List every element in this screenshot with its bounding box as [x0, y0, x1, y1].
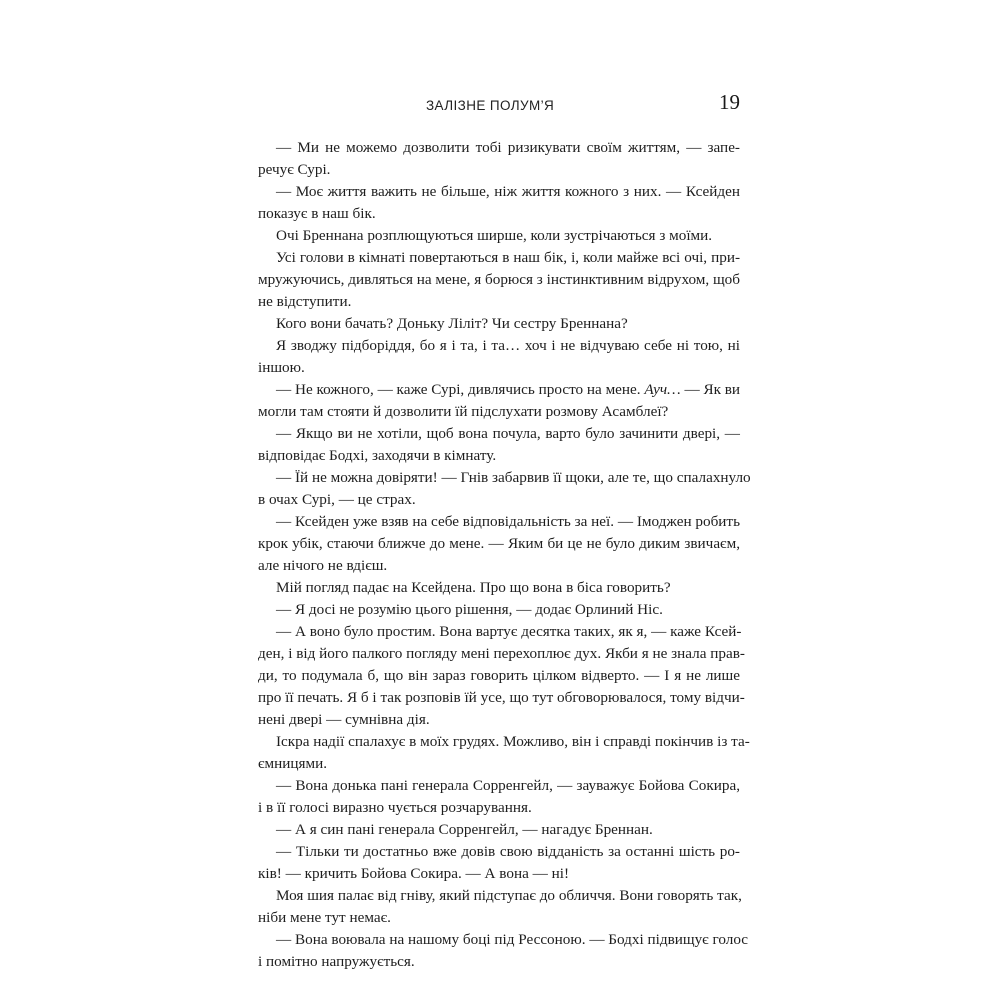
text-line: і помітно напружується.	[258, 953, 415, 970]
text-line: відповідає Бодхі, заходячи в кімнату.	[258, 447, 497, 464]
text-line: — Тільки ти достатньо вже довів свою відданість за останні шість ро-	[276, 843, 740, 860]
text-line: ємницями.	[258, 755, 328, 772]
text-segment: — Не кожного, — каже Сурі, дивлячись просто на мене.	[276, 381, 641, 398]
text-line: Очі Бреннана розплющуються ширше, коли зустрічаються з моїми.	[276, 227, 713, 244]
text-line: Я зводжу підборіддя, бо я і та, і та… хоч і не відчуваю себе ні тою, ні	[276, 337, 740, 354]
text-line: — А я син пані генерала Сорренгейл, — нагадує Бреннан.	[276, 821, 653, 838]
text-line: мружуючись, дивляться на мене, я борюся з інстинктивним відрухом, щоб	[258, 271, 741, 288]
text-line: — Ми не можемо дозволити тобі ризикувати своїм життям, — запе-	[276, 139, 740, 156]
text-line: показує в наш бік.	[258, 205, 376, 222]
text-line: іншою.	[258, 359, 305, 376]
text-line: Усі голови в кімнаті повертаються в наш бік, і, коли майже всі очі, при-	[276, 249, 740, 266]
running-title: ЗАЛІЗНЕ ПОЛУМ’Я	[426, 98, 555, 113]
text-line: ніби мене тут немає.	[258, 909, 391, 926]
text-line-mixed	[258, 379, 740, 401]
text-line: — Ксейден уже взяв на себе відповідальність за неї. — Імоджен робить	[276, 513, 740, 530]
page-header	[258, 86, 740, 122]
text-line: — Я досі не розумію цього рішення, — додає Орлиний Ніс.	[276, 601, 663, 618]
text-line: не відступити.	[258, 293, 352, 310]
body-text	[258, 137, 751, 973]
text-line: — Якщо ви не хотіли, щоб вона почула, варто було зачинити двері, —	[276, 425, 740, 442]
text-line: ків! — кричить Бойова Сокира. — А вона — ні!	[258, 865, 570, 882]
text-line: могли там стояти й дозволити їй підслухати розмову Асамблеї?	[258, 403, 669, 420]
text-line: крок убік, стаючи ближче до мене. — Яким би це не було диким звичаєм,	[258, 535, 740, 552]
text-line: — Вона донька пані генерала Сорренгейл, — зауважує Бойова Сокира,	[276, 777, 740, 794]
text-line: але нічого не вдієш.	[258, 557, 388, 574]
text-line: Моя шия палає від гніву, який підступає до обличчя. Вони говорять так,	[276, 887, 742, 904]
text-line: нені двері — сумнівна дія.	[258, 711, 430, 728]
text-line: Мій погляд падає на Ксейдена. Про що вона в біса говорить?	[276, 579, 671, 596]
text-line: і в її голосі виразно чується розчарування.	[258, 799, 532, 816]
text-line: — Моє життя важить не більше, ніж життя кожного з них. — Ксейден	[276, 183, 740, 200]
text-line: в очах Сурі, — це страх.	[258, 491, 416, 508]
text-segment: — Як ви	[684, 381, 741, 398]
text-segment-italic: Ауч…	[644, 381, 681, 398]
text-line: речує Сурі.	[258, 161, 331, 178]
page-number: 19	[719, 90, 740, 114]
text-line: Іскра надії спалахує в моїх грудях. Можливо, він і справді покінчив із та-	[276, 733, 750, 750]
text-line: — Їй не можна довіряти! — Гнів забарвив її щоки, але те, що спалахнуло	[276, 469, 751, 486]
text-line: про її печать. Я б і так розповів їй усе, що тут обговорювалося, тому відчи-	[258, 689, 745, 706]
text-line: — А воно було простим. Вона вартує десятка таких, як я, — каже Ксей-	[276, 623, 742, 640]
text-line: — Вона воювала на нашому боці під Рессоною. — Бодхі підвищує голос	[276, 931, 749, 948]
text-line: Кого вони бачать? Доньку Ліліт? Чи сестру Бреннана?	[276, 315, 628, 332]
text-line: ден, і від його палкого погляду мені перехоплює дух. Якби я не знала прав-	[258, 645, 745, 662]
text-line: ди, то подумала б, що він зараз говорить цілком відверто. — І я не лише	[258, 667, 740, 684]
